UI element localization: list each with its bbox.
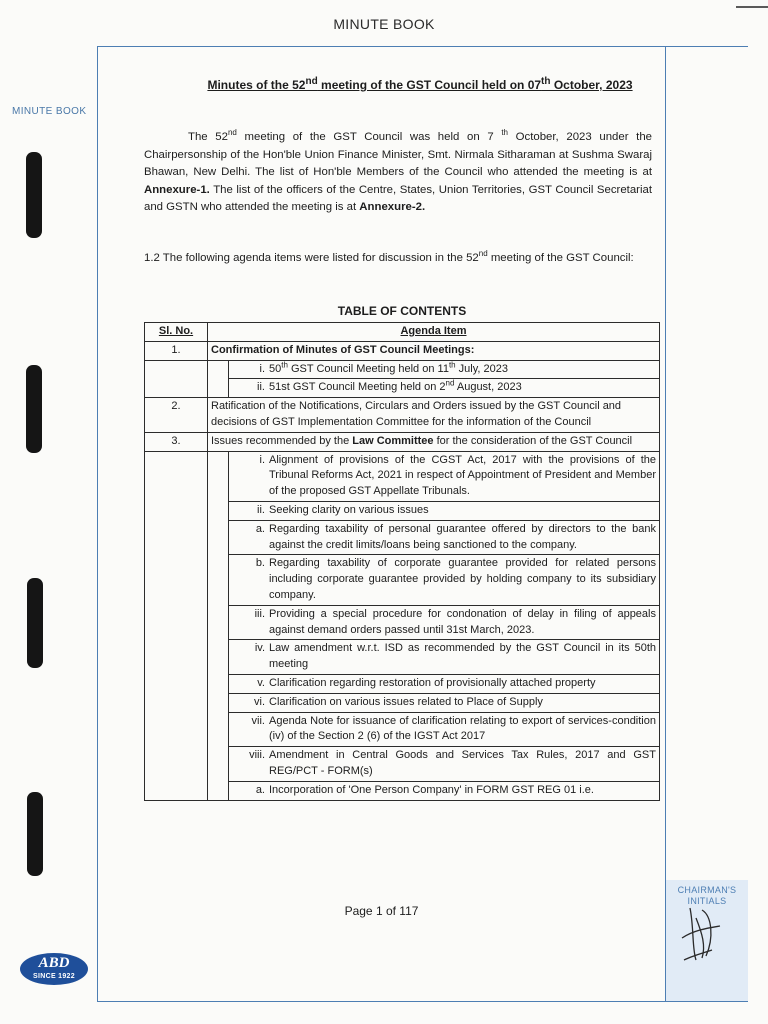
punch-hole [27, 578, 43, 668]
chairman-initials-box [666, 880, 748, 1001]
table-row [145, 360, 660, 398]
sub-item: v. Clarification regarding restoration of provisionally attached property [228, 674, 659, 693]
table-row [145, 432, 660, 451]
table-header-row [145, 323, 660, 342]
row-sl: 1. [145, 341, 208, 360]
table-row [145, 341, 660, 360]
sub-item: iii. Providing a special procedure for condonation of delay in filing of appeals against demand orders passed until 31st March, 2023. [228, 605, 659, 640]
toc-title: TABLE OF CONTENTS [337, 304, 467, 318]
table-row [145, 451, 660, 800]
agenda-table [144, 322, 660, 801]
header-agenda-item: Agenda Item [208, 323, 660, 342]
sub-item: b. Regarding taxability of corporate guarantee provided for related persons including corporate guarantee provided by holding company to its subsidiary company. [228, 554, 659, 604]
sub-item: i. Alignment of provisions of the CGST Act, 2017 with the provisions of the Tribunal Reforms Act, 2021 in respect of Appointment of President and Member of the proposed GST Appellate Tribunals. [228, 452, 659, 501]
header-sl-no: Sl. No. [145, 323, 208, 342]
abd-logo [20, 953, 88, 985]
page-number: Page 1 of 117 [344, 904, 419, 918]
row-text: Ratification of the Notifications, Circulars and Orders issued by the GST Council and decisions of GST Implementation Committee for the information of the Council [208, 398, 660, 433]
sub-item: ii. Seeking clarity on various issues [228, 501, 659, 520]
minutes-title: Minutes of the 52nd meeting of the GST Council held on 07th October, 2023 [207, 76, 633, 92]
sub-item: vi. Clarification on various issues related to Place of Supply [228, 693, 659, 712]
page-border-left [97, 46, 98, 1002]
sub-item: viii. Amendment in Central Goods and Services Tax Rules, 2017 and GST REG/PCT - FORM(s) [228, 746, 659, 781]
row-text: Issues recommended by the Law Committee for the consideration of the GST Council [208, 432, 660, 451]
sub-item: ii. 51st GST Council Meeting held on 2nd August, 2023 [228, 378, 659, 397]
row-text: Confirmation of Minutes of GST Council Meetings: [208, 341, 660, 360]
intro-paragraph: The 52nd meeting of the GST Council was held on 7 $^{th}$ October, 2023 under the Chairpersonship of the Hon'ble Union Finance Minister, Smt. Nirmala Sitharaman at Sushma Swaraj Bhawan, New Delhi. The list of Hon'ble Members of the Council who attended the meeting is at Annexure-1. The list of the officers of the Centre, States, Union Territories, GST Council Secretariat and GSTN who attended the meeting is at Annexure-2. [144, 128, 652, 214]
row-sl [145, 451, 208, 800]
row-sl: 2. [145, 398, 208, 433]
logo-mark: ABD [38, 955, 70, 971]
margin-column-line [665, 46, 666, 1002]
logo-since: SINCE 1922 [33, 973, 75, 980]
page-border-bottom [97, 1001, 748, 1002]
table-row [145, 398, 660, 433]
agenda-intro-paragraph: 1.2 The following agenda items were listed for discussion in the 52nd meeting of the GST Council: [144, 249, 634, 264]
punch-hole [26, 365, 42, 453]
punch-hole [27, 792, 43, 876]
initials-label: CHAIRMAN'S INITIALS [677, 885, 737, 906]
sub-item: i. 50th GST Council Meeting held on 11th July, 2023 [228, 361, 659, 379]
law-committee-items [208, 451, 660, 800]
row-sl: 3. [145, 432, 208, 451]
signature-icon [672, 898, 732, 968]
page-border-top [97, 46, 748, 47]
sub-item: iv. Law amendment w.r.t. ISD as recommended by the GST Council in its 50th meeting [228, 639, 659, 674]
row-sl [145, 360, 208, 398]
sub-item: a. Incorporation of 'One Person Company' in FORM GST REG 01 i.e. [228, 781, 659, 800]
row-subitems [208, 360, 660, 398]
sub-item: vii. Agenda Note for issuance of clarification relating to export of services-condition (iv) of the Section 2 (6) of the IGST Act 2017 [228, 712, 659, 747]
minute-book-header: MINUTE BOOK [333, 16, 435, 32]
punch-hole [26, 152, 42, 238]
side-label: MINUTE BOOK [12, 106, 87, 117]
sub-item: a. Regarding taxability of personal guarantee offered by directors to the bank against the credit limits/loans being sanctioned to the company. [228, 520, 659, 555]
corner-mark [736, 6, 768, 8]
